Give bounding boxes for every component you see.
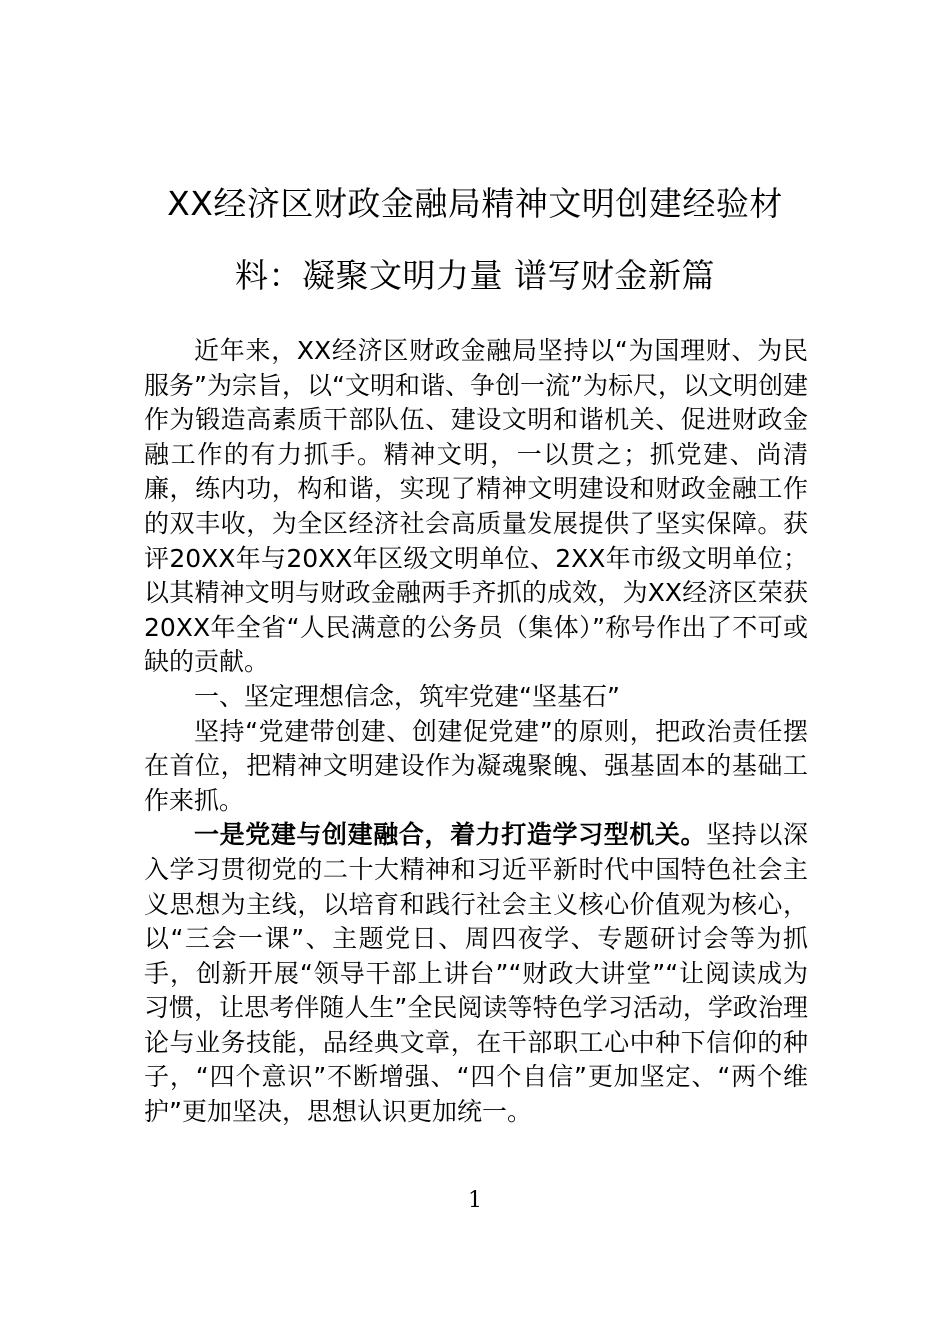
document-title bbox=[140, 168, 810, 312]
document-body bbox=[144, 334, 808, 1130]
title-line-2: 料：凝聚文明力量 谱写财金新篇 bbox=[235, 256, 715, 295]
intro-paragraph: 近年来，XX经济区财政金融局坚持以“为国理财、为民服务”为宗旨，以“文明和谐、争创一流”为标尺，以文明创建作为锻造高素质干部队伍、建设文明和谐机关、促进财政金融工作的有力抓手。精神文明，一以贯之；抓党建、尚清廉，练内功，构和谐，实现了精神文明建设和财政金融工作的双丰收，为全区经济社会高质量发展提供了坚实保障。获评20XX年与20XX年区级文明单位、2XX年市级文明单位；以其精神文明与财政金融两手齐抓的成效，为XX经济区荣获20XX年全省“人民满意的公务员（集体）”称号作出了不可或缺的贡献。 bbox=[144, 336, 808, 677]
section-heading: 一、坚定理想信念，筑牢党建“坚基石” bbox=[194, 681, 620, 711]
title-line-1: XX经济区财政金融局精神文明创建经验材 bbox=[167, 184, 783, 223]
point-paragraph bbox=[144, 818, 808, 1129]
point-text: 坚持以深入学习贯彻党的二十大精神和习近平新时代中国特色社会主义思想为主线，以培育和践行社会主义核心价值观为核心，以“三会一课”、主题党日、周四夜学、专题研讨会等为抓手，创新开展“领导干部上讲台”“财政大讲堂”“让阅读成为习惯，让思考伴随人生”全民阅读等特色学习活动，学政治理论与业务技能，品经典文章，在干部职工心中种下信仰的种子，“四个意识”不断增强、“四个自信”更加坚定、“两个维护”更加坚决，思想认识更加统一。 bbox=[144, 820, 808, 1127]
page-number: 1 bbox=[468, 1188, 482, 1213]
section-paragraph: 坚持“党建带创建、创建促党建”的原则，把政治责任摆在首位，把精神文明建设作为凝魂聚魄、强基固本的基础工作来抓。 bbox=[144, 716, 808, 815]
point-lead: 一是党建与创建融合，着力打造学习型机关。 bbox=[194, 820, 707, 850]
